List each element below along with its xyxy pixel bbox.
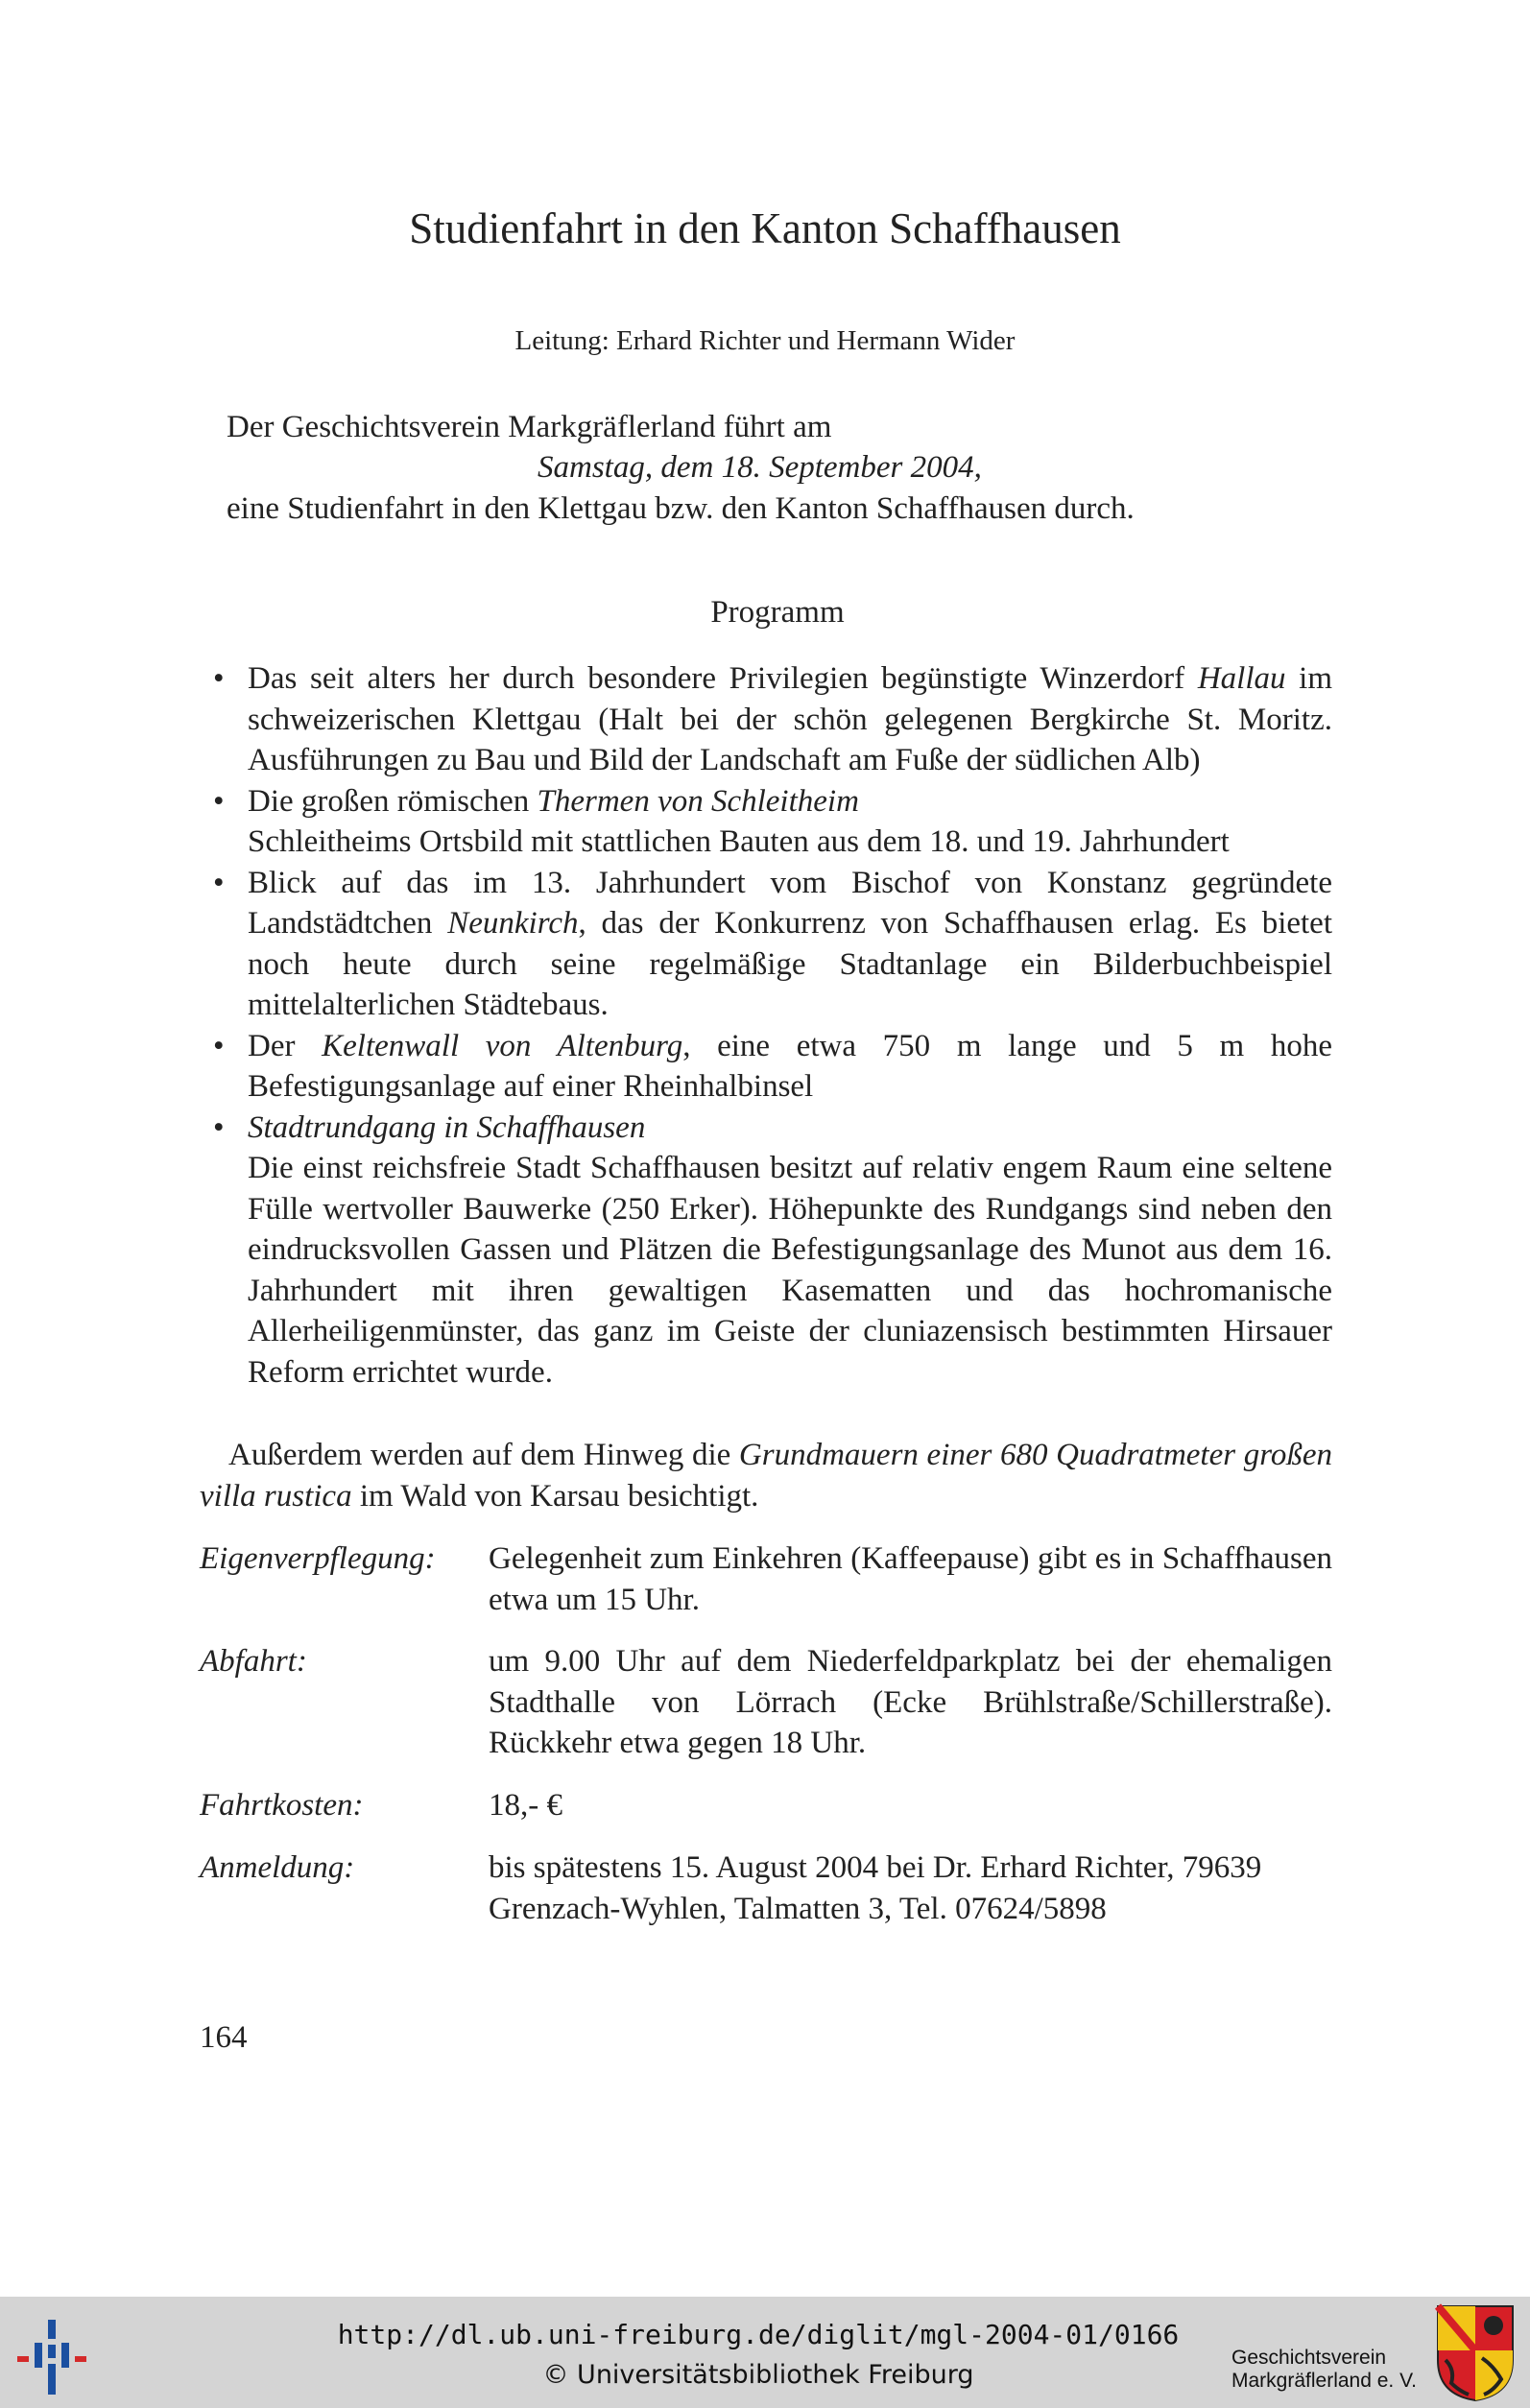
footer-org-name xyxy=(1231,2347,1417,2393)
intro-line-3: eine Studienfahrt in den Klettgau bzw. den Kanton Schaffhausen durch. xyxy=(227,491,1135,526)
page-number: 164 xyxy=(200,2020,248,2055)
footer-url[interactable]: http://dl.ub.uni-freiburg.de/diglit/mgl-2004-01/0166 xyxy=(337,2319,1180,2350)
page-title: Studienfahrt in den Kanton Schaffhausen xyxy=(409,204,1121,252)
program-item-place: Thermen von Schleitheim xyxy=(537,783,859,819)
bullet: • xyxy=(213,783,225,819)
program-item-text: , das der Konkurrenz von Schaffhausen erlag. Es bietet noch heute durch seine regelmäßige Stadtanlage ein Bilderbuchbeispiel mittelalterlichen Städtebaus. xyxy=(248,906,1332,1022)
program-item-text: Das seit alters her durch besondere Privilegien begünstigte Winzerdorf xyxy=(248,661,1198,696)
program-item-text: im schweizerischen Klettgau (Halt bei der schön gelegenen Bergkirche St. Moritz. Ausführungen zu Bau und Bild der Landschaft am Fuße der südlichen Alb) xyxy=(248,661,1332,777)
footer-copyright: © Universitätsbibliothek Freiburg xyxy=(542,2360,974,2390)
info-row-fahrtkosten xyxy=(200,1785,1332,1826)
program-item-text: Der xyxy=(248,1028,323,1063)
program-item xyxy=(213,658,1332,781)
org-line: Geschichtsverein xyxy=(1231,2347,1387,2369)
program-item-text: Blick auf das im 13. Jahrhundert vom Bischof von Konstanz gegründete Landstädtchen xyxy=(248,865,1332,941)
program-item-place: Keltenwall von Altenburg xyxy=(322,1028,683,1063)
program-item-place: Hallau xyxy=(1197,661,1286,696)
intro-date: Samstag, dem 18. September 2004, xyxy=(538,450,982,485)
footer-bar xyxy=(0,2297,1530,2408)
note-paragraph xyxy=(200,1435,1332,1516)
info-value: um 9.00 Uhr auf dem Niederfeldparkplatz bei der ehemaligen Stadthalle von Lörrach (Ecke Brühlstraße/Schillerstraße). Rückkehr etwa gegen 18 Uhr. xyxy=(489,1644,1332,1760)
info-label: Abfahrt: xyxy=(200,1644,307,1679)
program-item-text: , eine etwa 750 m lange und 5 m hohe Befestigungsanlage auf einer Rheinhalbinsel xyxy=(248,1028,1332,1104)
program-item xyxy=(213,781,1332,863)
program-item-place: Stadtrundgang in Schaffhausen xyxy=(248,1109,646,1145)
program-item-detail: Schleitheims Ortsbild mit stattlichen Bauten aus dem 18. und 19. Jahrhundert xyxy=(248,824,1230,859)
program-item-detail: Die einst reichsfreie Stadt Schaffhausen besitzt auf relativ engem Raum eine seltene Fülle wertvoller Bauwerke (250 Erker). Höhepunkte des Rundgangs sind neben den eindrucksvollen Gassen und Plätzen die Befestigungsanlage des Munot aus dem 16. Jahrhundert mit ihren gewaltigen Kasematten und das hochromanische Allerheiligenmünster, das ganz im Geiste der cluniazensisch bestimmten Hirsauer Reform errichtet wurde. xyxy=(248,1151,1332,1390)
note-text: im Wald von Karsau besichtigt. xyxy=(351,1478,759,1514)
info-label: Anmeldung: xyxy=(200,1850,355,1885)
info-value: 18,- € xyxy=(489,1788,562,1823)
program-item-text: Die großen römischen xyxy=(248,783,538,819)
program-item-place: Neunkirch xyxy=(447,906,579,941)
intro-line-1: Der Geschichtsverein Markgräflerland führt am xyxy=(227,410,832,444)
program-heading: Programm xyxy=(710,595,845,630)
coat-of-arms-icon xyxy=(1434,2302,1517,2404)
info-value: bis spätestens 15. August 2004 bei Dr. Erhard Richter, 79639 Grenzach-Wyhlen, Talmatten 3, Tel. 07624/5898 xyxy=(489,1850,1262,1926)
note-emphasis: Grundmauern einer 680 Quadratmeter großen villa rustica xyxy=(200,1438,1332,1514)
bullet: • xyxy=(213,1109,225,1145)
info-label: Fahrtkosten: xyxy=(200,1788,364,1823)
info-row-verpflegung xyxy=(200,1538,1332,1620)
subtitle-leitung: Leitung: Erhard Richter und Hermann Wider xyxy=(514,325,1016,356)
program-item xyxy=(213,863,1332,1026)
org-line: Markgräflerland e. V. xyxy=(1231,2370,1417,2392)
bullet: • xyxy=(213,865,225,900)
info-row-anmeldung xyxy=(200,1848,1332,1929)
program-item xyxy=(213,1108,1332,1394)
program-item xyxy=(213,1026,1332,1108)
note-text: Außerdem werden auf dem Hinweg die xyxy=(228,1438,739,1472)
info-label: Eigenverpflegung: xyxy=(200,1541,436,1576)
info-row-abfahrt xyxy=(200,1641,1332,1764)
bullet: • xyxy=(213,661,225,696)
info-value: Gelegenheit zum Einkehren (Kaffeepause) gibt es in Schaffhausen etwa um 15 Uhr. xyxy=(489,1541,1332,1617)
program-list xyxy=(213,658,1332,1393)
bullet: • xyxy=(213,1028,225,1063)
